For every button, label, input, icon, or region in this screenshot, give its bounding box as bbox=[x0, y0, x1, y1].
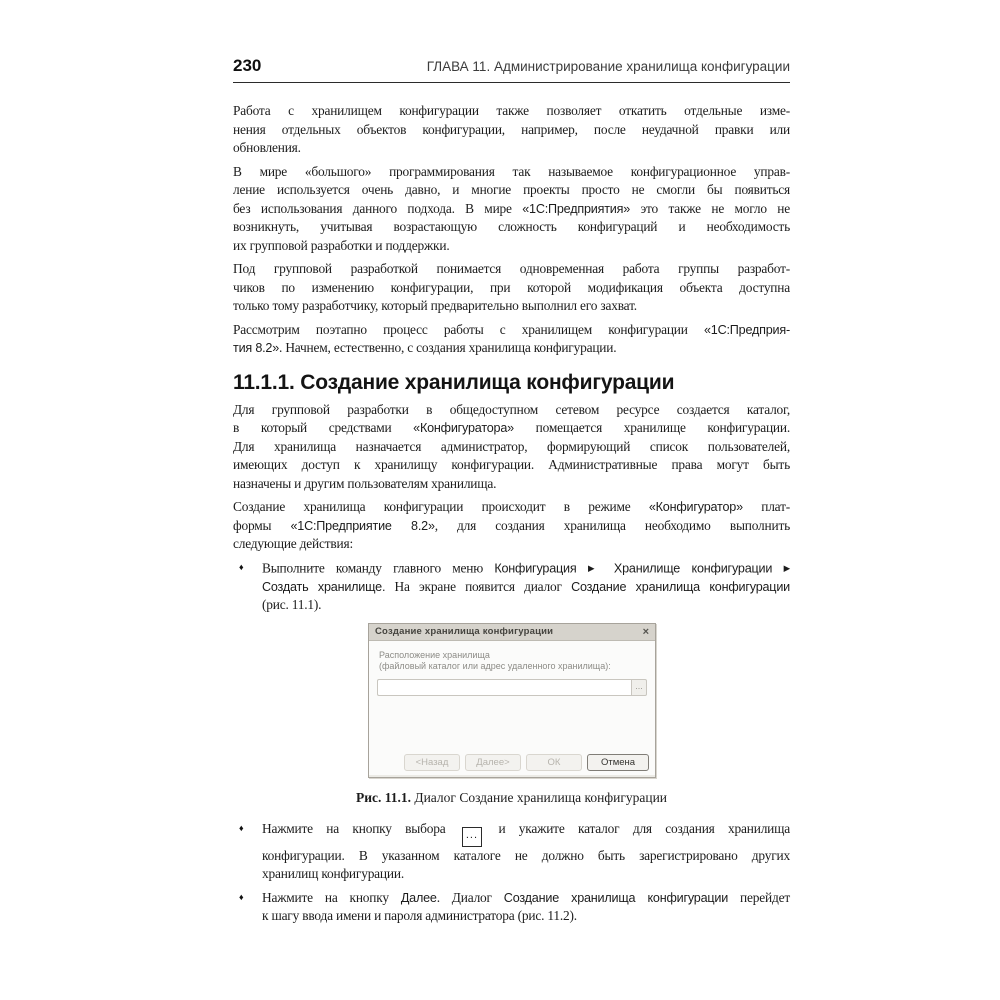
page-header bbox=[233, 56, 790, 76]
dialog-window bbox=[368, 623, 656, 778]
paragraph bbox=[233, 321, 790, 358]
text-run: «Конфигуратора» bbox=[413, 421, 514, 435]
text-run: «1С:Предприя- bbox=[703, 322, 790, 337]
text-line bbox=[262, 865, 790, 884]
article-top bbox=[233, 102, 790, 615]
repo-path-input[interactable] bbox=[377, 679, 631, 696]
text-line bbox=[262, 578, 790, 597]
text-line bbox=[233, 419, 790, 438]
text-run: возникнуть, учитывая возрастающую сложность конфигураций и необходимость bbox=[233, 219, 790, 234]
text-line bbox=[233, 498, 790, 517]
header-rule bbox=[233, 82, 790, 83]
bullet-item bbox=[233, 820, 790, 884]
text-run: это также не могло не bbox=[630, 200, 790, 216]
repo-location-sublabel: (файловый каталог или адрес удаленного хранилища): bbox=[379, 660, 611, 671]
text-run: и укажите каталог для создания хранилища bbox=[485, 820, 790, 836]
text-run: Далее bbox=[400, 890, 437, 905]
text-run: «1С:Предприятие 8.2» bbox=[290, 518, 435, 533]
text-run: Работа с хранилищем конфигурации также позволяет откатить отдельные изме- bbox=[233, 103, 790, 118]
text-line bbox=[262, 847, 790, 866]
article-bottom bbox=[233, 820, 790, 926]
text-line bbox=[233, 517, 790, 536]
cancel-button[interactable]: Отмена bbox=[587, 754, 649, 771]
text-line bbox=[262, 559, 790, 578]
text-run: «Конфигуратор» bbox=[648, 500, 743, 514]
text-run: следующие действия: bbox=[233, 536, 353, 551]
figure-caption bbox=[233, 790, 790, 806]
text-run: только тому разработчику, который предварительно выполнил его захват. bbox=[233, 298, 637, 313]
paragraph bbox=[233, 102, 790, 158]
text-line bbox=[233, 200, 790, 219]
dialog-title: Создание хранилища конфигурации bbox=[375, 626, 554, 637]
text-run: Диалог Создание хранилища конфигурации bbox=[411, 789, 668, 805]
ellipsis-button-inline: ... bbox=[462, 827, 482, 847]
text-line bbox=[233, 102, 790, 121]
text-line bbox=[233, 321, 790, 340]
text-line bbox=[233, 297, 790, 316]
bullet-icon: ♦ bbox=[239, 561, 244, 572]
dialog-button-row bbox=[404, 754, 649, 771]
text-line bbox=[233, 438, 790, 457]
text-line bbox=[233, 475, 790, 494]
text-run: , для создания хранилища необходимо выполнить bbox=[434, 517, 790, 533]
text-run: Рис. 11.1. bbox=[355, 789, 411, 805]
text-run: чиков по изменению конфигурации, при которой модификация объекта доступна bbox=[233, 279, 790, 295]
text-run: Для хранилища назначается администратор, формирующий список пользователей, bbox=[233, 438, 790, 454]
text-run: ление используется очень давно, и многие проекты просто не смогли бы появиться bbox=[233, 182, 790, 197]
text-line bbox=[233, 260, 790, 279]
text-line bbox=[233, 218, 790, 237]
repo-path-row bbox=[377, 679, 647, 696]
text-run: Создать хранилище. bbox=[262, 579, 386, 594]
text-run: обновления. bbox=[233, 140, 301, 155]
back-button: <Назад bbox=[404, 754, 460, 771]
paragraph bbox=[233, 401, 790, 494]
text-run: Создание хранилища конфигурации происходит в режиме bbox=[233, 499, 649, 514]
text-line bbox=[262, 596, 790, 615]
section-heading: 11.1.1. Создание хранилища конфигурации bbox=[233, 370, 675, 394]
text-run: в который средствами bbox=[233, 420, 414, 435]
text-line bbox=[233, 535, 790, 554]
repo-location-label: Расположение хранилища bbox=[379, 649, 490, 660]
text-line bbox=[233, 401, 790, 420]
text-line bbox=[262, 820, 790, 847]
text-run: Под групповой разработкой понимается одновременная работа группы разработ- bbox=[233, 261, 790, 276]
page-number: 230 bbox=[233, 56, 262, 75]
text-run: имеющих доступ к хранилищу конфигурации. Административные права могут быть bbox=[233, 457, 790, 472]
text-run: «1С:Предприятия» bbox=[522, 201, 631, 216]
text-run: . Диалог bbox=[436, 889, 504, 905]
chapter-title: ГЛАВА 11. Администрирование хранилища конфигурации bbox=[426, 59, 790, 74]
text-run: к шагу ввода имени и пароля администратора (рис. 11.2). bbox=[262, 908, 577, 923]
dialog-body bbox=[369, 650, 655, 777]
ok-button: ОК bbox=[526, 754, 582, 771]
close-icon[interactable]: × bbox=[642, 625, 649, 638]
text-line bbox=[233, 121, 790, 140]
text-run: назначены и другим пользователям хранилища. bbox=[233, 475, 497, 491]
text-run: Конфигурация bbox=[494, 561, 588, 575]
text-run: нения отдельных объектов конфигурации, например, после неудачной правки или bbox=[233, 121, 790, 137]
text-run: (рис. 11.1). bbox=[262, 597, 322, 612]
text-line bbox=[233, 456, 790, 475]
text-line bbox=[233, 279, 790, 298]
text-run: перейдет bbox=[728, 889, 790, 905]
bullet-item bbox=[233, 889, 790, 926]
next-button: Далее> bbox=[465, 754, 521, 771]
menu-arrow-icon: ▶ bbox=[587, 562, 603, 573]
text-line bbox=[233, 163, 790, 182]
bullet-item bbox=[233, 559, 790, 615]
text-run: тия 8.2» bbox=[233, 341, 280, 355]
text-run: Хранилище конфигурации bbox=[602, 561, 784, 575]
text-line bbox=[233, 339, 790, 358]
paragraph bbox=[233, 260, 790, 316]
text-run: Рассмотрим поэтапно процесс работы с хранилищем конфигурации bbox=[233, 321, 704, 337]
text-line bbox=[233, 237, 790, 256]
text-run: Создание хранилища конфигурации bbox=[503, 890, 729, 905]
text-run: Нажмите на кнопку выбора bbox=[262, 820, 459, 836]
text-run: конфигурации. В указанном каталоге не должно быть зарегистрировано других bbox=[262, 847, 790, 863]
page-column bbox=[233, 0, 790, 926]
text-run: На экране появится диалог bbox=[385, 578, 572, 594]
text-run: . Начнем, естественно, с создания хранилища конфигурации. bbox=[279, 340, 617, 355]
paragraph bbox=[233, 163, 790, 256]
text-run: плат- bbox=[742, 499, 790, 514]
text-run: Нажмите на кнопку bbox=[262, 889, 401, 905]
text-line bbox=[233, 181, 790, 200]
text-run: хранилищ конфигурации. bbox=[262, 866, 404, 881]
figure bbox=[233, 623, 790, 806]
paragraph bbox=[233, 498, 790, 554]
browse-ellipsis-button[interactable]: ... bbox=[631, 679, 647, 696]
text-run: Создание хранилища конфигурации bbox=[571, 579, 790, 594]
text-line bbox=[262, 889, 790, 908]
text-run: формы bbox=[233, 517, 291, 533]
text-run: без использования данного подхода. В мире bbox=[233, 200, 523, 216]
text-run: помещается хранилище конфигурации. bbox=[513, 420, 791, 435]
text-run: Выполните команду главного меню bbox=[262, 560, 495, 575]
text-line bbox=[262, 907, 790, 926]
text-run: их групповой разработки и поддержки. bbox=[233, 237, 450, 253]
menu-arrow-icon: ▶ bbox=[783, 562, 790, 573]
text-line bbox=[233, 139, 790, 158]
dialog-titlebar bbox=[369, 624, 655, 641]
text-run: Для групповой разработки в общедоступном сетевом ресурсе создается каталог, bbox=[233, 401, 790, 417]
text-run: В мире «большого» программирования так называемое конфигурационное управ- bbox=[233, 163, 790, 179]
bullet-icon: ♦ bbox=[239, 822, 244, 833]
bullet-icon: ♦ bbox=[239, 891, 244, 902]
